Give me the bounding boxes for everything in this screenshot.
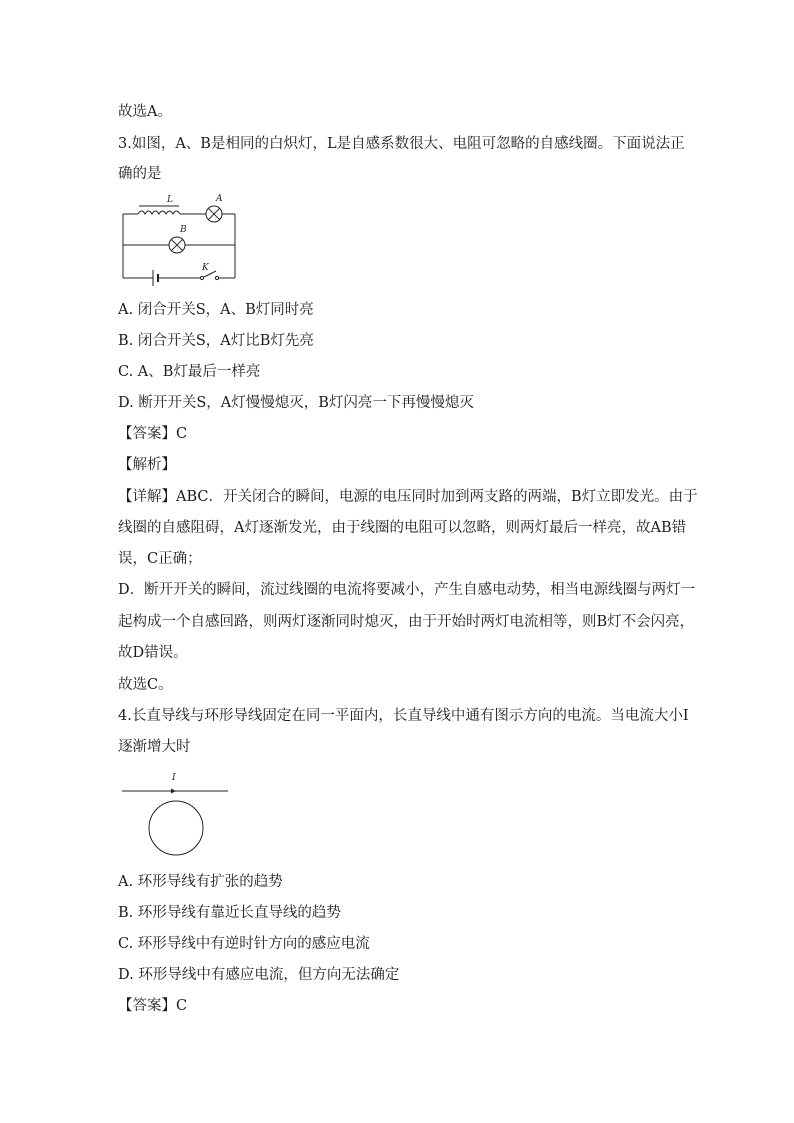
q3-stem-line-2: 确的是 [118,166,162,182]
label-A: A [216,194,223,204]
label-I: I [172,773,176,783]
q3-conclusion: 故选C。 [118,677,173,693]
q3-analysis-line-5: 起构成一个自感回路，则两灯逐渐同时熄灭，由于开始时两灯电流相等，则B灯不会闪亮， [118,614,695,630]
q4-option-a: A. 环形导线有扩张的趋势 [118,874,283,890]
q3-option-a: A. 闭合开关S，A、B灯同时亮 [118,302,314,318]
label-K: K [202,263,209,273]
q3-circuit-diagram [118,192,240,286]
q3-option-c: C. A、B灯最后一样亮 [118,364,261,380]
q4-answer: 【答案】C [118,998,188,1014]
q3-option-b: B. 闭合开关S，A灯比B灯先亮 [118,333,314,349]
q3-option-d: D. 断开开关S，A灯慢慢熄灭，B灯闪亮一下再慢慢熄灭 [118,395,474,411]
q4-wire-loop-diagram [120,770,232,860]
q3-analysis-line-6: 故D错误。 [118,645,188,661]
label-L: L [167,195,173,205]
q3-analysis-line-3: 误，C正确； [118,551,202,567]
q3-analysis-line-1: 【详解】ABC．开关闭合的瞬间，电源的电压同时加到两支路的两端，B灯立即发光。由于 [118,489,698,505]
q3-analysis-heading: 【解析】 [118,457,176,473]
q3-answer: 【答案】C [118,426,188,442]
q3-stem-line-1: 3.如图，A、B是相同的白炽灯，L是自感系数很大、电阻可忽略的自感线圈。下面说法正 [118,136,685,152]
q2-conclusion: 故选A。 [118,104,172,120]
q4-option-b: B. 环形导线有靠近长直导线的趋势 [118,905,341,921]
q3-analysis-line-4: D．断开开关的瞬间，流过线圈的电流将要减小，产生自感电动势，相当电源线圈与两灯一 [118,582,696,598]
q4-stem-line-2: 逐渐增大时 [118,739,191,755]
q4-stem-line-1: 4.长直导线与环形导线固定在同一平面内，长直导线中通有图示方向的电流。当电流大小I [118,708,689,724]
q4-option-d: D. 环形导线中有感应电流，但方向无法确定 [118,967,400,983]
label-B: B [180,225,187,235]
q3-analysis-line-2: 线圈的自感阻碍，A灯逐渐发光，由于线圈的电阻可以忽略，则两灯最后一样亮，故AB错 [118,520,687,536]
q4-option-c: C. 环形导线中有逆时针方向的感应电流 [118,936,370,952]
